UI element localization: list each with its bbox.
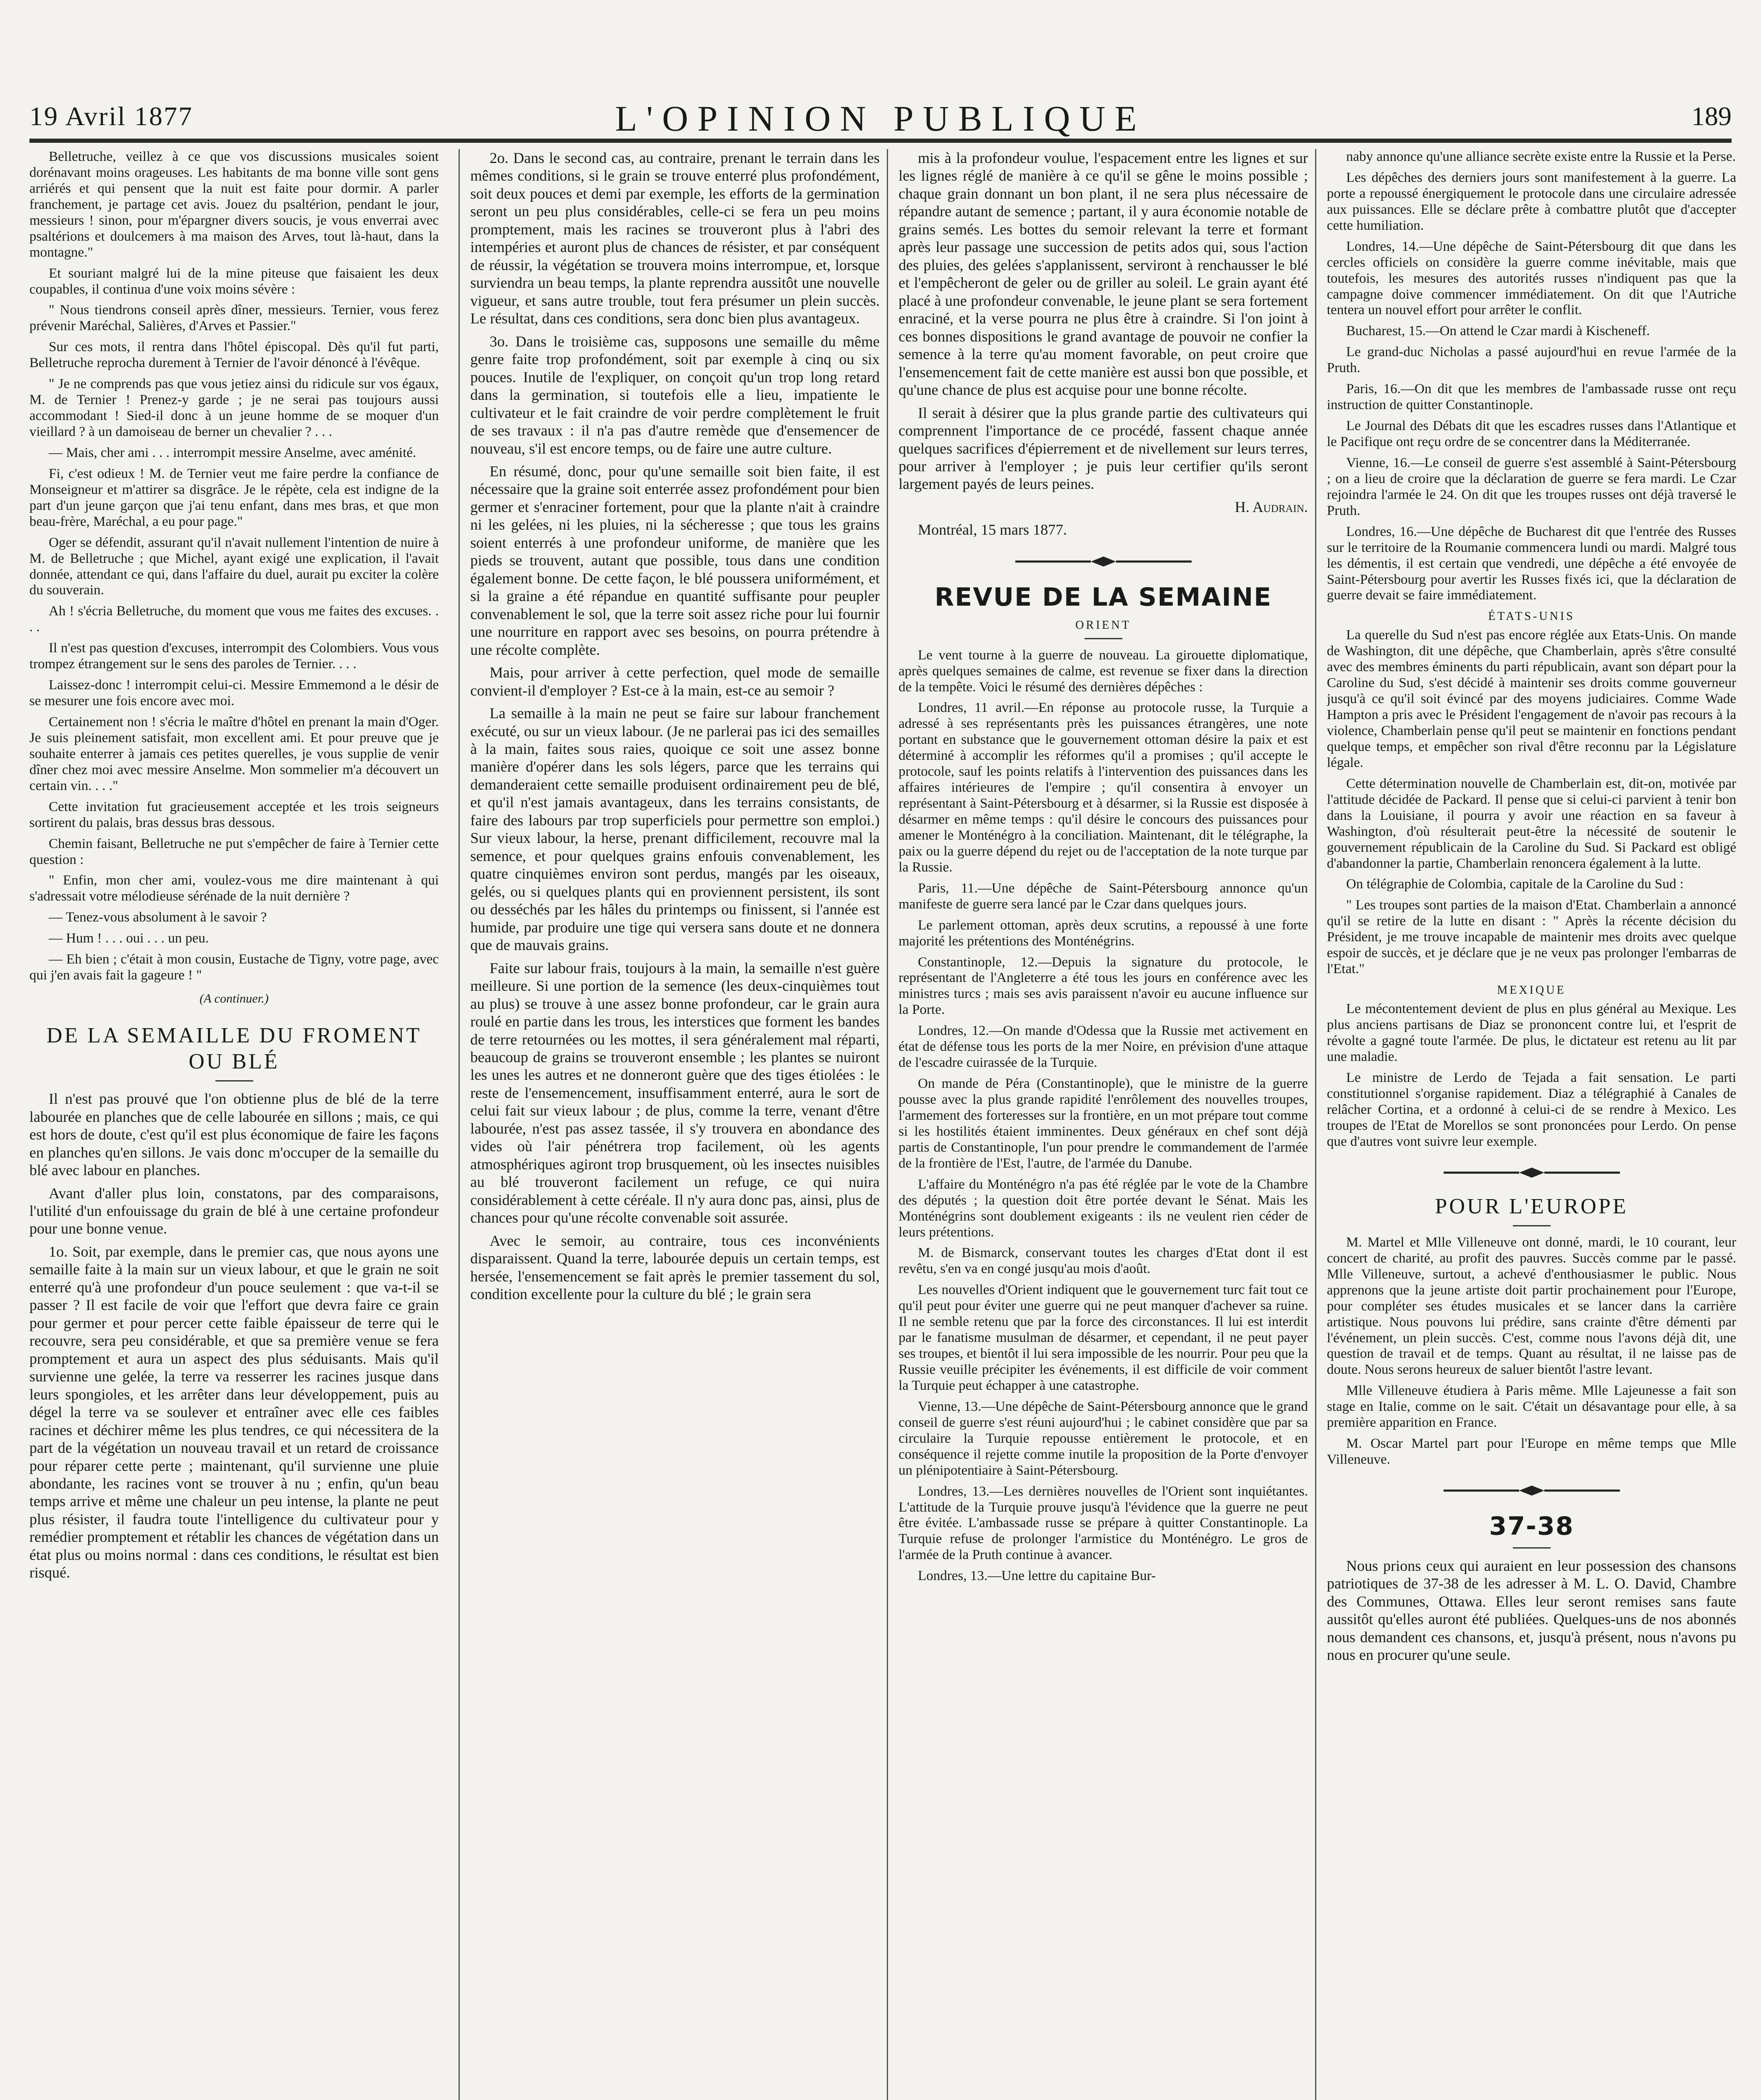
paragraph: Belletruche, veillez à ce que vos discussions musicales soient dorénavant moins orageuses. Les habitants de ma bonne ville sont gens arriérés et qui pensent que la nuit est faite pour dormir. A parler franchement, je partage cet avis. Jouez du psaltérion, pendant le jour, messieurs ! sinon, pour m'épargner divers soucis, je vous enverrai avec psaltérions et doulcemers à ma maison des Arves, tout là-haut, dans la montagne." [29,149,439,260]
paragraph: M. de Bismarck, conservant toutes les charges d'Etat dont il est revêtu, s'en va en congé jusqu'au mois d'août. [899,1245,1308,1277]
paragraph: — Tenez-vous absolument à le savoir ? [49,910,267,925]
paragraph: L'affaire du Monténégro n'a pas été réglée par le vote de la Chambre des députés ; la question doit être portée devant le Sénat. Mais les Monténégrins sont doublement exigeants : ils ne veulent rien céder de leurs prétentions. [899,1176,1308,1240]
newspaper-title: L'OPINION PUBLIQUE [615,98,1146,139]
continued-note: (A continuer.) [199,992,269,1006]
paragraph: naby annonce qu'une alliance secrète existe entre la Russie et la Perse. [1346,149,1736,164]
paragraph: Mlle Villeneuve étudiera à Paris même. Mlle Lajeunesse a fait son stage en Italie, comme on le sait. C'était un désavantage pour elle, à sa première apparition en France. [1327,1383,1736,1431]
column-1 [29,149,439,2100]
paragraph: Le mécontentement devient de plus en plus général au Mexique. Les plus anciens partisans de Diaz se prononcent contre lui, et l'esprit de révolte a gagné toute l'armée. De plus, le dictateur est retenu au lit par une maladie. [1327,1001,1736,1064]
paragraph: Londres, 11 avril.—En réponse au protocole russe, la Turquie a adressé à ses représentants près les puissances étrangères, une note portant en substance que le gouvernement ottoman désire la paix et est déterminé à accomplir les réformes qu'il a promises ; qu'il accepte le protocole, sauf les points relatifs à l'intervention des puissances dans les affaires intérieures de l'empire ; qu'il consentira à envoyer un représentant à Saint-Pétersbourg et à désarmer, si la Russie est disposée à désarmer en même temps : qu'il désire le concours des puissances pour amener le Monténégro à la conciliation. Maintenant, dit le télégraphe, la paix ou la guerre dépend du rejet ou de l'acceptation de la note turque par la Russie. [899,700,1308,875]
paragraph: Mais, pour arriver à cette perfection, quel mode de semaille convient-il d'employer ? Est-ce à la main, est-ce au semoir ? [470,664,880,699]
paragraph: Le vent tourne à la guerre de nouveau. La girouette diplomatique, après quelques semaines de calme, est revenue se fixer dans la direction de la tempête. Voici le résumé des dernières dépêches : [899,647,1308,695]
paragraph: " Enfin, mon cher ami, voulez-vous me dire maintenant à qui s'adressait votre mélodieuse sérénade de la nuit dernière ? [29,873,439,904]
author-signature: H. Audrain. [1234,498,1308,515]
europe-title: POUR L'EUROPE [1435,1194,1628,1218]
paragraph: Les dépêches des derniers jours sont manifestement à la guerre. La porte a repoussé énergiquement le protocole dans une circulaire adressée aux puissances. Elle se déclare prête à combattre plutôt que d'accepter cette humiliation. [1327,170,1736,233]
review-body [899,648,1308,1585]
orient-continued [1327,149,1736,604]
paragraph: Londres, 14.—Une dépêche de Saint-Pétersbourg dit que dans les cercles officiels on considère la guerre comme inévitable, mais que toutefois, les mesures des autorités russes n'indiquent pas que la campagne doive commencer immédiatement. On dit que l'Autriche tentera un nouvel effort pour arrêter le conflit. [1327,239,1736,318]
paragraph: Cette invitation fut gracieusement acceptée et les trois seigneurs sortirent du palais, bras dessus bras dessous. [29,799,439,830]
divider [1513,1547,1551,1549]
paragraph: 3o. Dans le troisième cas, supposons une semaille du même genre faite trop profondément, soit par exemple à cinq ou six pouces. Inutile de l'expliquer, on conçoit qu'un trop long retard dans la germination, si toutefois elle a lieu, impatiente le cultivateur et le fait craindre de voir perdre complètement le fruit de ses travaux : il n'a pas d'autre remède que d'ensemencer de nouveau, s'il est encore temps, ou de faire une autre culture. [470,333,880,457]
paragraph: Paris, 16.—On dit que les membres de l'ambassade russe ont reçu instruction de quitter Constantinople. [1327,381,1736,413]
paragraph: Il n'est pas question d'excuses, interrompit des Colombiers. Vous vous trompez étrangement sur le sens des paroles de Ternier. . . . [29,640,439,672]
paragraph: En résumé, donc, pour qu'une semaille soit bien faite, il est nécessaire que la graine soit enterrée assez profondément pour bien germer et s'enraciner fortement, pour que la plante n'ait à craindre ni les gelées, ni les pluies, ni la sécheresse ; que tous les grains soient enterrés à une profondeur uniforme, de manière que les pieds se trouvent, autant que possible, tous dans une condition également bonne. De cette façon, le blé poussera uniformément, et si la graine a été répandue en quantité suffisante pour peupler convenablement le sol, que la terre soit assez riche pour lui fournir une nourriture en rapport avec ses besoins, on pourra prétendre à une récolte complète. [470,462,880,658]
paragraph: Et souriant malgré lui de la mine piteuse que faisaient les deux coupables, il continua d'une voix moins sévère : [29,265,439,297]
paragraph: On mande de Péra (Constantinople), que le ministre de la guerre pousse avec la plus grande rapidité l'enrôlement des nouvelles troupes, l'armement des forteresses sur la frontière, en un mot prépare tout comme si les hostilités étaient imminentes. Deux généraux en chef sont déjà partis de Constantinople, l'un pour prendre le commandement de l'armée de la frontière de l'Est, l'autre, de l'armée du Danube. [899,1076,1308,1171]
section-subtitle-usa: ÉTATS-UNIS [1488,610,1575,623]
ornament-divider [1011,556,1196,567]
paragraph: Le parlement ottoman, après deux scrutins, a repoussé à une forte majorité les prétentions des Monténégrins. [899,917,1308,949]
paragraph: M. Martel et Mlle Villeneuve ont donné, mardi, le 10 courant, leur concert de charité, au profit des pauvres. Succès comme par le passé. Mlle Villeneuve, surtout, a achevé d'enthousiasmer le public. Nous apprenons que la jeune artiste doit partir prochainement pour l'Europe, pour compléter ses études musicales et se lancer dans la carrière artistique. Nous pouvons lui prédire, sans crainte d'être démenti par l'événement, un plein succès. C'est, comme nous l'avons déjà dit, une question de travail et de temps. Quant au résultat, il ne laisse pas de doute. Nous serons heureux de saluer bientôt l'astre levant. [1327,1234,1736,1378]
ornament-divider [1439,1485,1624,1496]
paragraph: Il n'est pas prouvé que l'on obtienne plus de blé de la terre labourée en planches que de celle labourée en sillons ; mais, ce qui est hors de doute, c'est qu'il est plus économique de faire les façons en planches qu'en sillons. Je vais donc m'occuper de la semaille du blé avec labour en planches. [29,1090,439,1179]
paragraph: La semaille à la main ne peut se faire sur labour franchement exécuté, ou sur un vieux labour. (Je ne parlerai pas ici des semailles à la main, faites sous raies, quoique ce soit une assez bonne manière d'opérer dans les sols légers, parce que les terrains qui demanderaient cette semaille produisent ordinairement peu de blé, et qu'il n'est jamais avantageux, dans les terrains consistants, de faire des labours par trop superficiels pour permettre son emploi.) Sur vieux labour, la herse, prenant difficilement, recouvre mal la semence, et pour quelques grains enfouis convenablement, les quatre cinquièmes environ sont perdus, mangés par les oiseaux, gelés, ou si quelques plants qui en proviennent persistent, ils sont ou desséchés par les hâles du printemps ou finissent, si l'année est humide, par produire une tige qui versera sans doute et ne donnera que de mauvais grains. [470,705,880,954]
review-title: REVUE DE LA SEMAINE [934,582,1272,612]
column-rule [887,149,888,2100]
column-3 [899,149,1308,2100]
paragraph: Oger se défendit, assurant qu'il n'avait nullement l'intention de nuire à M. de Belletruche ; que Michel, ayant exigé une explication, il l'avait donnée, attendant ce qui, dans l'affaire du duel, aurait pu exciter la colère du souverain. [29,535,439,598]
paragraph: Vienne, 16.—Le conseil de guerre s'est assemblé à Saint-Pétersbourg ; on a lieu de croire que la déclaration de guerre se fera mardi. Le Czar rejoindra l'armée le 24. On dit que les troupes russes ont déjà traversé le Pruth. [1327,455,1736,518]
paragraph: Le ministre de Lerdo de Tejada a fait sensation. Le parti constitutionnel s'organise rapidement. Diaz a télégraphié à Canales de relâcher Cortina, et a ordonné à celui-ci de se rendre à Mexico. Les troupes de l'Etat de Morellos se sont prononcées pour Lerdo. On pense que d'autres vont suivre leur exemple. [1327,1070,1736,1149]
issue-date: 19 Avril 1877 [29,101,193,131]
paragraph: Londres, 13.—Les dernières nouvelles de l'Orient sont inquiétantes. L'attitude de la Turquie prouve jusqu'à l'évidence que la guerre ne peut être évitée. L'ambassade russe se prépare à quitter Constantinople. La Turquie refuse de prolonger l'armistice du Monténégro. Le gros de l'armée de la Pruth continue à avancer. [899,1483,1308,1563]
article-title: DE LA SEMAILLE DU FROMENT OU BLÉ [46,1024,422,1074]
paragraph: Avec le semoir, au contraire, tous ces inconvénients disparaissent. Quand la terre, labourée depuis un certain temps, est hersée, l'ensemencement se fait après le premier tassement du sol, condition excellente pour la culture du blé ; le grain sera [470,1232,880,1303]
divider [215,1080,253,1082]
paragraph: Londres, 16.—Une dépêche de Bucharest dit que l'entrée des Russes sur le territoire de la Roumanie commencera lundi ou mardi. Malgré tous les démentis, il est certain que vendredi, une dépêche a été envoyée de Saint-Pétersbourg pour avertir les Russes fixés ici, que la déclaration de guerre devait se faire immédiatement. [1327,524,1736,603]
notice-title: 37-38 [1489,1512,1574,1541]
divider [1513,1225,1551,1226]
paragraph: — Mais, cher ami . . . interrompit messire Anselme, avec aménité. [49,445,417,460]
paragraph: Vienne, 13.—Une dépêche de Saint-Pétersbourg annonce que le grand conseil de guerre s'est réuni aujourd'hui ; le cabinet considère que par sa circulaire la Turquie repousse entièrement le protocole, et en conséquence il rejette comme inutile la proposition de la Porte d'envoyer un plénipotentiaire à Saint-Pétersbourg. [899,1399,1308,1478]
paragraph: Certainement non ! s'écria le maître d'hôtel en prenant la main d'Oger. Je suis pleinement satisfait, mon excellent ami. Et pour preuve que je souhaite enterrer à jamais ces petites querelles, je vous supplie de venir dîner chez moi avec messire Anselme. Mon sommelier m'a découvert un certain vin. . . ." [29,714,439,793]
paragraph: Il serait à désirer que la plus grande partie des cultivateurs qui comprennent l'importance de ce procédé, fassent chaque année quelques sacrifices d'épierrement et de nivellement sur leurs terres, pour arriver à l'employer ; je puis leur certifier qu'ils seront largement payés de leurs peines. [899,404,1308,493]
paragraph: mis à la profondeur voulue, l'espacement entre les lignes et sur les lignes réglé de manière à ce qu'il se gêne le moins possible ; chaque grain donnant un bon plant, il ne sera plus nécessaire de répandre autant de semence ; partant, il y aura économie notable de grains semés. Les bottes du semoir relevant la terre et formant après leur passage une succession de petits ados qui, sous l'action des pluies, des gelées s'applanissent, serviront à renchausser le blé et l'empêcheront de geler ou de griller au soleil. Le grain ayant été placé à une profondeur convenable, le jeune plant se sera fortement enraciné, et la verse pourra ne plus être à craindre. Si l'on joint à ces bonnes dispositions le grand avantage de pouvoir ne confier la semence à la terre qu'au moment favorable, on peut croire que l'ensemencement fait de cette manière est aussi bon que possible, et qu'une chance de plus est acquise pour une bonne récolte. [899,150,1308,399]
paragraph: Constantinople, 12.—Depuis la signature du protocole, le représentant de l'Angleterre a été tous les jours en conférence avec les ministres turcs ; mais ses avis paraissent n'avoir eu aucune influence sur la Porte. [899,954,1308,1018]
paragraph: " Je ne comprends pas que vous jetiez ainsi du ridicule sur vos égaux, M. de Ternier ! Prenez-y garde ; je ne serai pas toujours aussi accommodant ! Sied-il donc à un jeune homme de se moquer d'un vieillard ? à un damoiseau de berner un chevalier ? . . . [29,376,439,439]
paragraph: Nous prions ceux qui auraient en leur possession des chansons patriotiques de 37-38 de les adresser à M. L. O. David, Chambre des Communes, Ottawa. Elles leur seront remises sans faute aussitôt qu'elles auront été publiées. Quelques-uns de nos abonnés nous demandent ces chansons, et, jusqu'à présent, nous n'avons pu nous en procurer qu'une seule. [1327,1557,1736,1664]
dateline: Montréal, 15 mars 1877. [918,521,1067,538]
paragraph: — Eh bien ; c'était à mon cousin, Eustache de Tigny, votre page, avec qui j'en avais fait la gageure ! " [29,952,439,983]
paragraph: Le grand-duc Nicholas a passé aujourd'hui en revue l'armée de la Pruth. [1327,344,1736,376]
article-body [29,1090,439,1582]
paragraph: Laissez-donc ! interrompit celui-ci. Messire Emmemond a le désir de se mesurer une fois encore avec moi. [29,677,439,709]
paragraph: Ah ! s'écria Belletruche, du moment que vous me faites des excuses. . . . [29,604,439,635]
paragraph: Sur ces mots, il rentra dans l'hôtel épiscopal. Dès qu'il fut parti, Belletruche reprocha durement à Ternier de l'avoir dénoncé à l'évêque. [29,339,439,371]
paragraph: M. Oscar Martel part pour l'Europe en même temps que Mlle Villeneuve. [1327,1436,1736,1467]
paragraph: Londres, 13.—Une lettre du capitaine Bur- [918,1568,1156,1584]
column-rule [1315,149,1316,2100]
paragraph: 2o. Dans le second cas, au contraire, prenant le terrain dans les mêmes conditions, si le grain se trouve enterré plus profondément, soit deux pouces et demi par exemple, les efforts de la germination seront un peu plus considérables, celle-ci se fera un peu moins promptement, mais les racines se trouveront plus à l'abri des intempéries et auront plus de chances de résister, et par conséquent de réussir, la végétation se trouvera moins interrompue, et, lorsque surviendra un beau temps, la plante reprendra aussitôt une nouvelle vigueur, et sans autre trouble, tout fera présumer un plein succès. Le résultat, dans ces conditions, sera donc bien plus avantageux. [470,150,880,327]
mexico-section [1327,1001,1736,1150]
paragraph: 1o. Soit, par exemple, dans le premier cas, que nous ayons une semaille faite à la main sur un vieux labour, et que le grain ne soit enterré qu'à une profondeur d'un pouce seulement : que va-t-il se passer ? Il est facile de voir que l'effort que devra faire ce grain pour germer et pour percer cette faible épaisseur de terre qui le recouvre, sera peu considérable, et que sa première venue se fera promptement et aura un aspect des plus séduisants. Mais qu'il survienne une gelée, la terre va resserrer les racines jusque dans leurs spongioles, et les arrêter dans leur développement, puis au dégel la terre va se soulever et entraîner avec elle ces faibles racines et déchirer même les plus tendres, ce qui nécessitera de la part de la végétation un nouveau travail et un retard de croissance pour réparer cette perte ; maintenant, qu'il survienne une pluie abondante, les racines vont se trouver à nu ; enfin, qu'un beau temps arrive et même une chaleur un peu intense, la plante ne peut plus résister, il faudra toute l'intelligence du cultivateur pour y remédier promptement et rétablir les chances de végétation dans un état plus ou moins normal : dans ces conditions, le résultat est bien risqué. [29,1243,439,1581]
ornament-divider [1439,1167,1624,1179]
section-subtitle-orient: ORIENT [1075,618,1131,632]
paragraph: Bucharest, 15.—On attend le Czar mardi à Kischeneff. [1346,323,1650,339]
paragraph: Chemin faisant, Belletruche ne put s'empêcher de faire à Ternier cette question : [29,836,439,867]
paragraph: Le Journal des Débats dit que les escadres russes dans l'Atlantique et le Pacifique ont reçu ordre de se concentrer dans la Méditerranée. [1327,418,1736,449]
paragraph: " Nous tiendrons conseil après dîner, messieurs. Ternier, vous ferez prévenir Maréchal, Salières, d'Arves et Passier." [29,302,439,334]
divider [1085,638,1122,639]
section-subtitle-mexico: MEXIQUE [1497,984,1566,997]
paragraph: Faite sur labour frais, toujours à la main, la semaille n'est guère meilleure. Si une portion de la semence (les deux-cinquièmes tout au plus) se trouve à une assez bonne profondeur, car le grain aura roulé en partie dans les trous, les interstices que forment les bandes de terre retournées ou les mottes, il sera généralement mal réparti, beaucoup de grains se trouveront ensemble ; les plantes se nuiront les unes les autres et ne donneront guère que des tiges étiolées : le reste de l'ensemencement, insuffisamment enterré, aura le sort de celui fait sur vieux labour ; de plus, comme la terre, venant d'être labourée, n'est pas assez tassée, il s'y trouvera en abondance des vides où l'air pénétrera trop facilement, où les agents atmosphériques agiront trop brusquement, où les insectes nuisibles au blé trouveront facilement un refuge, ce qui nuira considérablement à cette céréale. Il n'y aura donc pas, ainsi, plus de chances pour qu'une récolte convenable soit assurée. [470,959,880,1226]
article-body [470,149,880,1303]
paragraph: On télégraphie de Colombia, capitale de la Caroline du Sud : [1346,877,1684,892]
paragraph: " Les troupes sont parties de la maison d'Etat. Chamberlain a annoncé qu'il se retire de la lutte en disant : " Après la récente décision du Président, je me trouve incapable de maintenir mes droits avec quelque espoir de succès, et je déclare que je ne veux pas prolonger l'embarras de l'Etat." [1327,898,1736,977]
usa-section [1327,627,1736,977]
column-2 [470,149,880,2100]
page-number: 189 [1691,101,1732,131]
paragraph: La querelle du Sud n'est pas encore réglée aux Etats-Unis. On mande de Washington, dit une dépêche, que Chamberlain, après s'être consulté avec des membres éminents du parti républicain, avant son départ pour la Caroline du Sud, s'est décidé à maintenir ses droits comme gouverneur jusqu'à ce qu'il soit évincé par des moyens judiciaires. Comme Wade Hampton a pris avec le Président l'engagement de n'avoir pas recours à la violence, Chamberlain pense qu'il peut se maintenir en fonctions pendant quelque temps, et empêcher son rival d'être reconnu par la Législature légale. [1327,627,1736,770]
paragraph: Paris, 11.—Une dépêche de Saint-Pétersbourg annonce qu'un manifeste de guerre sera lancé par le Czar dans quelques jours. [899,880,1308,912]
paragraph: Les nouvelles d'Orient indiquent que le gouvernement turc fait tout ce qu'il peut pour éviter une guerre qui ne peut manquer d'achever sa ruine. Il ne semble retenu que par la force des circonstances. Il lui est interdit par le fanatisme musulman de désarmer, et cependant, il ne peut payer ses troupes, et bientôt il lui sera impossible de les nourrir. Pour peu que la Russie veuille précipiter les événements, il est difficile de voir comment la Turquie peut échapper à une catastrophe. [899,1282,1308,1393]
article-body [899,149,1308,493]
notice-section [1327,1557,1736,1664]
paragraph: Cette détermination nouvelle de Chamberlain est, dit-on, motivée par l'attitude décidée de Packard. Il pense que si celui-ci parvient à tenir bon dans la Louisiane, il pourra y avoir une réaction en sa faveur à Washington, d'où résulterait peut-être la nécessité de soutenir le gouvernement républicain de la Caroline du Sud. Si Packard est obligé d'abandonner la partie, Chamberlain renoncera également à la lutte. [1327,776,1736,871]
europe-section [1327,1235,1736,1468]
column-rule [459,149,460,2100]
column-4 [1327,149,1736,2100]
paragraph: — Hum ! . . . oui . . . un peu. [49,931,209,946]
paragraph: Avant d'aller plus loin, constatons, par des comparaisons, l'utilité d'un enfouissage du grain de blé à une certaine profondeur pour une bonne venue. [29,1184,439,1237]
serial-story [29,149,439,984]
masthead [29,0,1732,143]
paragraph: Londres, 12.—On mande d'Odessa que la Russie met activement en état de défense tous les ports de la mer Noire, en prévision d'une attaque de l'escadre cuirassée de la Turquie. [899,1023,1308,1071]
paragraph: Fi, c'est odieux ! M. de Ternier veut me faire perdre la confiance de Monseigneur et m'attirer sa disgrâce. Je le répète, cela est indigne de la part d'un jeune garçon que j'ai tenu enfant, dans mes bras, et que mon beau-frère, Maréchal, a eu pour page." [29,466,439,529]
